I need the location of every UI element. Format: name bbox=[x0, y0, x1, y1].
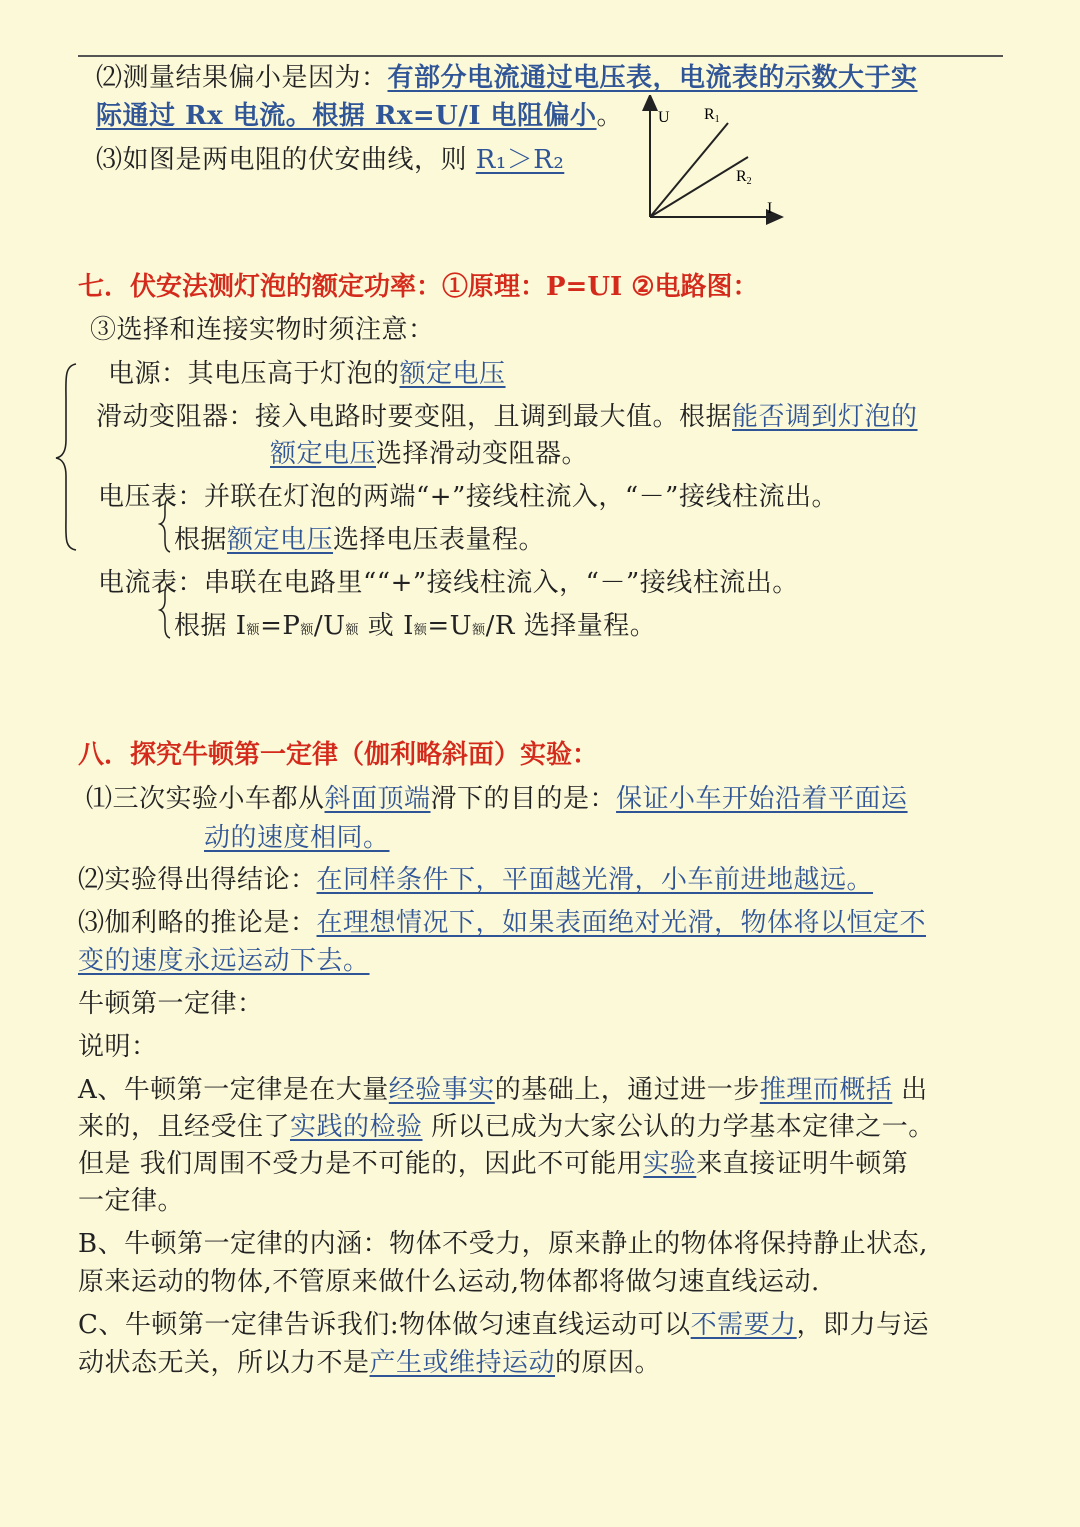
s7-volt-post: 选择电压表量程。 bbox=[333, 525, 546, 555]
s8-a2-post: 所以已成为大家公认的力学基本定律之一。 bbox=[431, 1112, 935, 1142]
i-label: I bbox=[767, 200, 773, 217]
s1-q2-answer-2: 际通过 Rx 电流。根据 Rx=U/I 电阻偏小 bbox=[96, 101, 597, 131]
formula-sub: 额 bbox=[413, 623, 428, 638]
top-rule bbox=[78, 55, 1003, 57]
formula-part: /R 选择量程。 bbox=[485, 611, 657, 641]
formula-part: =P bbox=[260, 611, 301, 641]
s7-volt-prefix: 根据 bbox=[174, 525, 228, 555]
formula-sub: 额 bbox=[246, 623, 261, 638]
s8-a1-answer-2: 推理而概括 bbox=[759, 1075, 893, 1105]
s8-q3-line1 bbox=[78, 903, 926, 943]
s8-q2-line bbox=[78, 860, 873, 900]
s7-rheo-line1 bbox=[96, 397, 918, 437]
s7-power-prefix: 电源：其电压高于灯泡的 bbox=[108, 359, 400, 389]
s8-a-line2 bbox=[78, 1107, 935, 1147]
s8-a1-mid: 的基础上，通过进一步 bbox=[494, 1075, 760, 1105]
s7-title: 七．伏安法测灯泡的额定功率：①原理：P=UI ②电路图： bbox=[78, 272, 759, 302]
s8-a1-end: 出 bbox=[901, 1075, 928, 1105]
s8-c2-post: 的原因。 bbox=[555, 1348, 662, 1378]
formula-sub: 额 bbox=[472, 623, 486, 638]
s8-q1-line1 bbox=[86, 779, 908, 819]
s7-power-line bbox=[108, 354, 506, 394]
s8-q3-answer-1: 在理想情况下，如果表面绝对光滑，物体将以恒定不 bbox=[316, 908, 927, 938]
r2-line bbox=[650, 157, 748, 217]
s8-b-line2: 原来运动的物体,不管原来做什么运动,物体都将做匀速直线运动. bbox=[78, 1267, 820, 1297]
s7-rheo-line2 bbox=[270, 434, 588, 474]
s1-q3-line bbox=[96, 140, 564, 180]
formula-part: 或 I bbox=[359, 611, 414, 641]
s8-a3-answer: 实验 bbox=[643, 1149, 697, 1179]
s8-q3-prefix: ⑶伽利略的推论是： bbox=[78, 908, 317, 938]
s8-q2-answer: 在同样条件下，平面越光滑，小车前进地越远。 bbox=[316, 865, 874, 895]
amp-brace bbox=[158, 582, 174, 640]
s8-a3-prefix: 但是 我们周围不受力是不可能的，因此不可能用 bbox=[78, 1149, 644, 1179]
s8-q3-answer-2: 变的速度永远运动下去。 bbox=[78, 946, 370, 976]
s7-rheo-post: 选择滑动变阻器。 bbox=[376, 439, 589, 469]
s8-c-line1 bbox=[78, 1305, 929, 1345]
s8-a1-prefix: A、牛顿第一定律是在大量 bbox=[78, 1075, 389, 1105]
s8-q1-answer-2: 保证小车开始沿着平面运 bbox=[616, 784, 908, 814]
s8-c2-prefix: 动状态无关，所以力不是 bbox=[78, 1348, 370, 1378]
s8-q2-prefix: ⑵实验得出得结论： bbox=[78, 865, 317, 895]
s8-a-line3 bbox=[78, 1144, 908, 1184]
s8-a2-prefix: 来的，且经受住了 bbox=[78, 1112, 291, 1142]
s7-volt-line2 bbox=[174, 520, 545, 560]
s8-q3-line2 bbox=[78, 941, 370, 981]
s7-rheo-prefix: 滑动变阻器：接入电路时要变阻，且调到最大值。根据 bbox=[96, 402, 733, 432]
s8-b-line1: B、牛顿第一定律的内涵：物体不受力，原来静止的物体将保持静止状态, bbox=[78, 1229, 928, 1259]
formula-sub: 额 bbox=[345, 623, 360, 638]
s1-q2-end: 。 bbox=[596, 101, 624, 131]
s1-q3-answer: R₁＞R₂ bbox=[475, 145, 565, 175]
s8-a1-answer: 经验事实 bbox=[388, 1075, 495, 1105]
formula-part: /U bbox=[313, 611, 346, 641]
s8-c1-answer: 不需要力 bbox=[690, 1310, 797, 1340]
s1-q3-prefix: ⑶如图是两电阻的伏安曲线，则 bbox=[96, 145, 468, 175]
big-brace bbox=[52, 360, 82, 555]
s8-law-heading: 牛顿第一定律： bbox=[78, 989, 264, 1019]
s8-c1-prefix: C、牛顿第一定律告诉我们:物体做匀速直线运动可以 bbox=[78, 1310, 691, 1340]
s8-c2-answer: 产生或维持运动 bbox=[369, 1348, 556, 1378]
formula-part: =U bbox=[427, 611, 473, 641]
s8-explain-heading: 说明： bbox=[78, 1032, 158, 1062]
s8-a-line4: 一定律。 bbox=[78, 1186, 185, 1216]
r2-label: R2 bbox=[736, 168, 752, 187]
s7-rheo-answer-2: 额定电压 bbox=[270, 439, 377, 469]
s8-a-line1 bbox=[78, 1070, 928, 1110]
s1-q2-answer-1: 有部分电流通过电压表，电流表的示数大于实 bbox=[387, 63, 918, 93]
s8-c1-post: ，即力与运 bbox=[796, 1310, 930, 1340]
s8-c-line2 bbox=[78, 1343, 661, 1383]
s7-note: ③选择和连接实物时须注意： bbox=[90, 315, 435, 345]
s7-volt-answer: 额定电压 bbox=[227, 525, 334, 555]
ui-graph bbox=[630, 95, 790, 230]
u-label: U bbox=[658, 109, 670, 126]
s7-volt-line1: 电压表：并联在灯泡的两端“+”接线柱流入，“－”接线柱流出。 bbox=[98, 482, 838, 512]
s7-amp-line2 bbox=[174, 606, 656, 651]
r1-label: R1 bbox=[704, 106, 720, 125]
r1-line bbox=[650, 123, 728, 217]
s8-q1-answer-3: 动的速度相同。 bbox=[204, 823, 390, 853]
s7-amp-line1: 电流表：串联在电路里““+”接线柱流入，“－”接线柱流出。 bbox=[98, 568, 799, 598]
s1-q2-line1 bbox=[96, 58, 918, 98]
s7-power-answer: 额定电压 bbox=[399, 359, 506, 389]
s8-a3-post: 来直接证明牛顿第 bbox=[696, 1149, 909, 1179]
s1-q2-prefix: ⑵测量结果偏小是因为： bbox=[96, 63, 388, 93]
s7-rheo-answer-1: 能否调到灯泡的 bbox=[732, 402, 918, 432]
s8-a2-answer: 实践的检验 bbox=[290, 1112, 423, 1142]
formula-sub: 额 bbox=[300, 623, 314, 638]
s1-q2-line2 bbox=[96, 96, 623, 136]
formula-part: 根据 I bbox=[174, 611, 247, 641]
s8-q1-line2 bbox=[204, 818, 390, 858]
volt-brace bbox=[158, 496, 174, 554]
s8-q1-mid: 滑下的目的是： bbox=[430, 784, 617, 814]
s8-q1-prefix: ⑴三次实验小车都从 bbox=[86, 784, 325, 814]
s8-title: 八．探究牛顿第一定律（伽利略斜面）实验： bbox=[78, 740, 599, 770]
s8-q1-answer: 斜面顶端 bbox=[324, 784, 431, 814]
